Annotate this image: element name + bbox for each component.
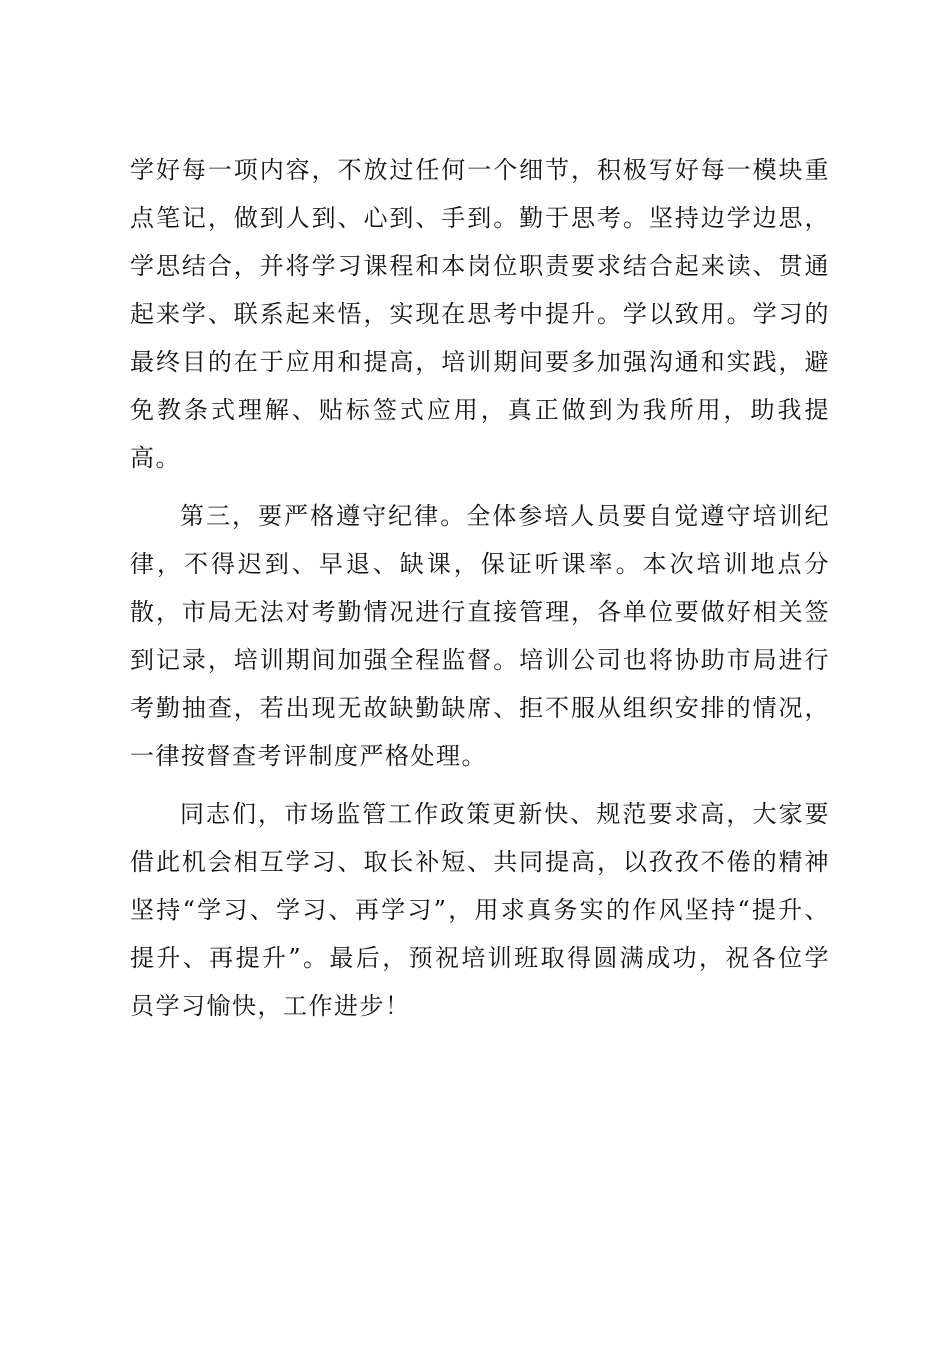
paragraph-closing: 同志们，市场监管工作政策更新快、规范要求高，大家要借此机会相互学习、取长补短、共同提高，以孜孜不倦的精神坚持“学习、学习、再学习”，用求真务实的作风坚持“提升、提升、再提升”。最后，预祝培训班取得圆满成功，祝各位学员学习愉快，工作进步！ — [130, 800, 830, 1020]
paragraph-continuation: 学好每一项内容，不放过任何一个细节，积极写好每一模块重点笔记，做到人到、心到、手到。勤于思考。坚持边学边思，学思结合，并将学习课程和本岗位职责要求结合起来读、贯通起来学、联系起来悟，实现在思考中提升。学以致用。学习的最终目的在于应用和提高，培训期间要多加强沟通和实践，避免教条式理解、贴标签式应用，真正做到为我所用，助我提高。 — [130, 156, 830, 472]
document-body — [130, 146, 830, 1030]
paragraph-discipline: 第三，要严格遵守纪律。全体参培人员要自觉遵守培训纪律，不得迟到、早退、缺课，保证听课率。本次培训地点分散，市局无法对考勤情况进行直接管理，各单位要做好相关签到记录，培训期间加强全程监督。培训公司也将协助市局进行考勤抽查，若出现无故缺勤缺席、拒不服从组织安排的情况，一律按督查考评制度严格处理。 — [130, 502, 830, 770]
